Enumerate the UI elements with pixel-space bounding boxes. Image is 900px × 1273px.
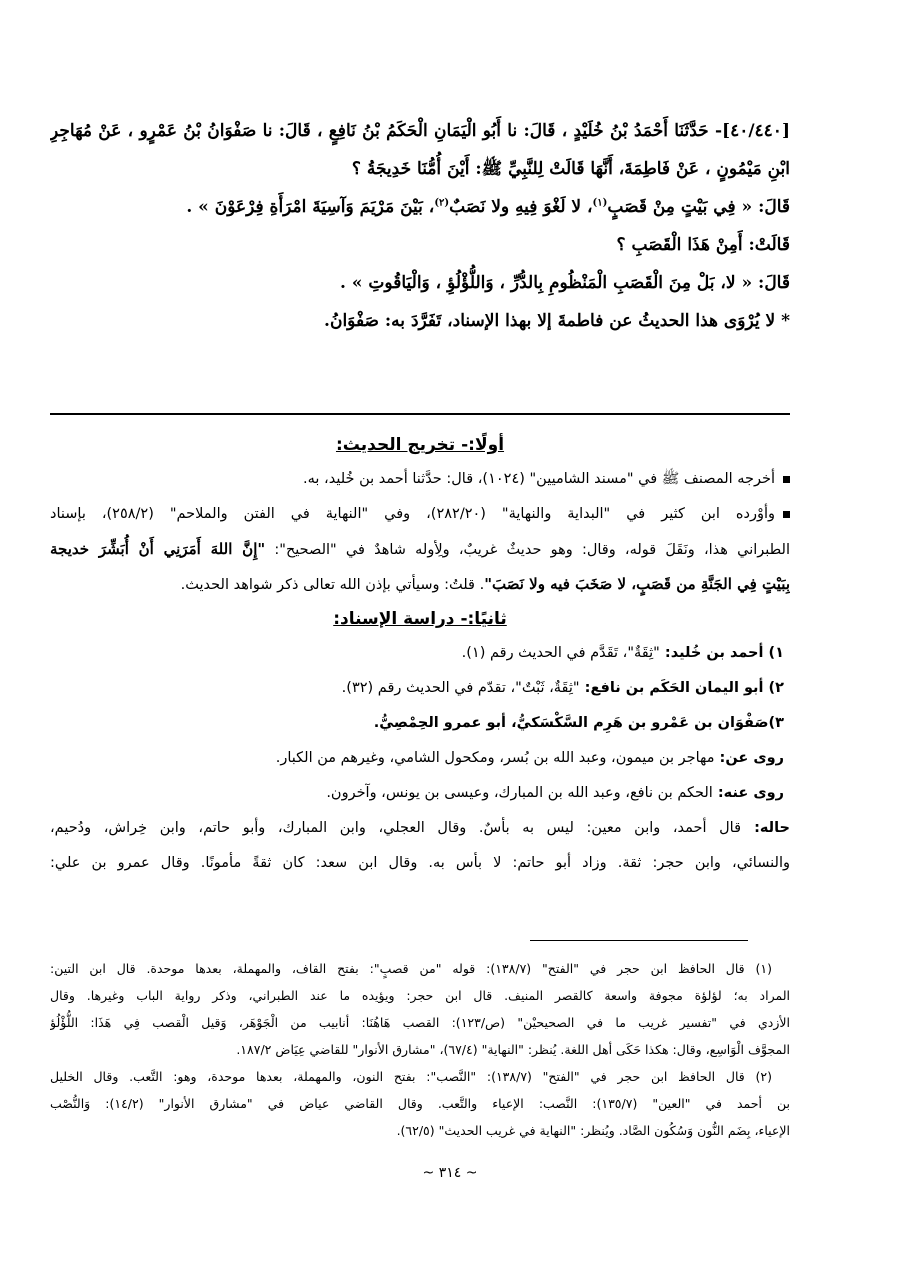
list-item-text: الطبراني هذا، ونَقَلَ قوله، وقال: وهو حديثٌ غريبٌ، ولِأوله شاهدٌ في "الصحيح": [265,542,790,558]
narrator-item [50,671,790,706]
field-text: قال أحمد، وابن معين: ليس به بأسٌ. وقال العجلي، وابن المبارك، وأبو حاتم، وابن خِراش، ودُحيم، [50,820,742,836]
hadith-text: قَالَ: « فِي بَيْتٍ مِنْ قَصَبٍ [607,197,790,217]
footnote-line: المراد به؛ لؤلؤة مجوفة واسعة كالقصر المنيف. قال ابن حجر: ويؤيده ما عند الطبراني، وذكر رواية الباب وغيرها. وقال [50,988,790,1003]
hadith-line: قَالَ: « لا، بَلْ مِنَ الْقَصَبِ الْمَنْظُومِ بِالدُّرِّ ، وَاللُّؤْلُؤِ ، وَالْيَاقُوتِ » . [340,273,790,293]
hadith-line: قَالَتْ: أَمِنْ هَذَا الْقَصَبِ ؟ [616,235,790,255]
field-text: مهاجر بن ميمون، وعبد الله بن بُسر، ومكحول الشامي، وغيرهم من الكبار. [275,750,715,766]
hadith-line: * لا يُرْوَى هذا الحديثُ عن فاطمةَ إلا بهذا الإسناد، تَفَرَّدَ به: صَفْوَانُ. [324,311,790,331]
hadith-text: ، لا لَغْوَ فِيهِ ولا نَصَبٌ [449,197,593,217]
hadith-line: ابْنِ مَيْمُونٍ ، عَنْ فَاطِمَةَ، أَنَّهَا قَالَتْ لِلنَّبِيِّ ﷺ: أَيْنَ أُمُّنَا خَدِيجَةُ ؟ [351,159,790,179]
hadith-block [50,112,790,340]
section-heading-text: ثانيًا:- دراسة الإسناد: [333,609,507,629]
rawa-an [50,741,790,776]
list-item [50,497,790,602]
narrator-text: "ثِقَةٌ"، تَقَدَّم في الحديث رقم (١). [461,645,660,661]
footnote-ref[interactable]: (٢) [434,197,450,209]
rawa-anhu [50,776,790,811]
list-item-text: . قلتُ: وسيأتي بإذن الله تعالى ذكر شواهد الحديث. [180,577,485,593]
narrator-item [50,706,790,741]
hadith-line [50,188,790,226]
section-divider [50,413,790,415]
section-heading [50,428,790,462]
field-label: حاله: [741,820,790,836]
footnote-line: الأزدي في "تفسير غريب ما في الصحيحيْن" (ص/١٢٣): القصب هَاهُنَا: أنابيب من الْجَوْهَر، وَقيل الْقصب فِي هَذَا: اللُّؤْلُؤ [50,1015,790,1030]
list-item-text: وأوْرده ابن كثير في "البداية والنهاية" (٢٨٢/٢٠)، وفي "النهاية في الفتن والملاحم" (٢٥٨/٢)، بإسناد [50,506,775,522]
footnote-line: المجوَّف الْوَاسِع، وقال: هكذا حَكَى أهل اللغة. يُنظر: "النهاية" (٦٧/٤)، "مشارق الأنوار" للقاضي عِيَاض ١٨٧/٢. [236,1042,790,1057]
field-label: روى عنه: [712,785,784,801]
field-text: الحكم بن نافع، وعبد الله بن المبارك، وعيسى بن يونس، وآخرون. [326,785,713,801]
haluhu-line [50,811,790,846]
bullet-icon [783,476,790,483]
list-item-line [50,567,790,602]
list-item [50,462,790,497]
section-heading [50,602,790,636]
footnote [50,1063,790,1144]
footnotes [50,955,790,1144]
footnote-ref[interactable]: (١) [592,197,608,209]
commentary-body [50,428,790,881]
narrator-name: ٢) أبو اليمان الحَكَم بن نافع: [579,680,784,696]
narrator-name: ١) أحمد بن خُليد: [659,645,784,661]
footnote-divider [530,940,748,941]
section-heading-text: أولًا:- تخريج الحديث: [335,435,505,455]
list-item-line [50,497,790,532]
narrator-name: ٣)صَفْوَان بن عَمْرو بن هَرِم السَّكْسَكيُّ، أبو عمرو الحِمْصِيُّ. [373,715,784,731]
haluhu [50,811,790,881]
footnote-line: (١) قال الحافظ ابن حجر في "الفتح" (١٣٨/٧): قوله "من قصبٍ": بفتح القاف، والمهملة، بعدها موحدة. قال ابن التين: [50,961,772,976]
quoted-hadith: "إِنَّ اللهَ أَمَرَنِي أَنْ أُبَشِّرَ خديجة [50,540,266,558]
hadith-line: [٤٠/٤٤٠]- حَدَّثَنَا أَحْمَدُ بْنُ خُلَيْدٍ ، قَالَ: نا أَبُو الْيَمَانِ الْحَكَمُ بْنُ نَافِعٍ ، قَالَ: نا صَفْوَانُ بْنُ عَمْرٍو ، عَنْ مُهَاجِرِ [50,121,790,141]
footnote-line: (٢) قال الحافظ ابن حجر في "الفتح" (١٣٨/٧): "النَّصب": بفتح النون، والمهملة، بعدها موحدة، وهو: التَّعب. وقال الخليل [50,1069,772,1084]
footnote [50,955,790,1063]
hadith-text: ، بَيْنَ مَرْيَمَ وَآسِيَةَ امْرَأَةِ فِرْعَوْنَ » . [186,197,435,217]
quoted-hadith: بِبَيْتٍ فِي الجَنَّةِ من قَصَبٍ، لا صَخَبَ فيه ولا نَصَبَ" [484,575,790,593]
page-number: ~ ٣١٤ ~ [422,1165,478,1181]
bullet-icon [783,511,790,518]
narrator-text: "ثِقَةٌ، ثَبْتٌ"، تقدّم في الحديث رقم (٣٢). [341,680,580,696]
haluhu-line: والنسائي، وابن حجر: ثقة. وزاد أبو حاتم: لا بأس به. وقال ابن سعد: كان ثقةً مأمونًا. وقال عمرو بن علي: [50,855,790,871]
footnote-line: الإعياء، بِضَم النُّون وَسُكُون الصَّاد. ويُنظر: "النهاية في غريب الحديث" (٦٢/٥). [396,1123,790,1138]
narrator-item [50,636,790,671]
list-item-text: أخرجه المصنف ﷺ في "مسند الشاميين" (١٠٢٤)، قال: حدَّثنا أحمد بن خُليد، به. [303,471,775,487]
list-item-line [50,532,790,567]
footnote-line: بن أحمد في "العين" (١٣٥/٧): النَّصب: الإعياء والتَّعب. وقال القاضي عياض في "مشارق الأنوار" (١٤/٢): وَالنُّصْب [50,1096,790,1111]
field-label: روى عن: [714,750,784,766]
